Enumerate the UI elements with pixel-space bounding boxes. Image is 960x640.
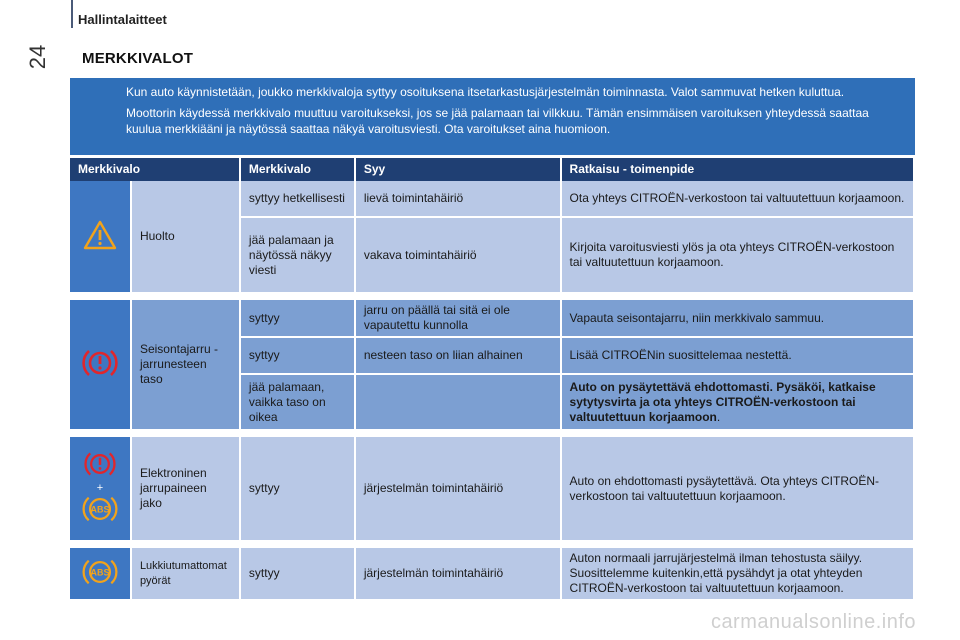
table-row	[70, 181, 914, 217]
abs-cause: järjestelmän toimintahäiriö	[355, 548, 561, 600]
watermark: carmanualsonline.info	[710, 611, 916, 633]
intro-paragraph-1: Kun auto käynnistetään, joukko merkkivaloja syttyy osoituksena itsetarkastusjärjestelmän toiminnasta. Valot sammuvat hetken kuluttua.	[126, 85, 845, 99]
huolto-action-2: Kirjoita varoitusviesti ylös ja ota yhteys CITROËN-verkostoon tai valtuutettuun korjaamoon.	[561, 217, 914, 293]
section-label: Hallintalaitteet	[78, 12, 167, 27]
abs-icon-text: ABS	[90, 503, 110, 514]
abs-action: Auton normaali jarrujärjestelmä ilman tehostusta säilyy. Suosittelemme kuitenkin,että pysähdyt ja otat yhteyden CITROËN-verkostoon tai valtuutettuun korjaamoon.	[561, 548, 914, 600]
page-number: 24	[25, 44, 51, 70]
brake-cause-3	[355, 374, 561, 430]
brake-icon-cell	[70, 300, 131, 430]
brake-action-3-tail: .	[716, 409, 721, 424]
table-row	[70, 300, 914, 337]
plus-sign: +	[96, 481, 104, 494]
huolto-name: Huolto	[131, 181, 240, 293]
side-rule	[71, 0, 73, 28]
intro-box	[70, 78, 915, 155]
brake-warning-icon	[81, 346, 119, 380]
brake-name: Seisontajarru - jarrunesteen taso	[131, 300, 240, 430]
page-title: MERKKIVALOT	[82, 50, 194, 67]
header-ratkaisu: Ratkaisu - toimenpide	[561, 158, 914, 181]
ebd-name: Elektroninen jarrupaineen jako	[131, 437, 240, 541]
table-row	[70, 548, 914, 600]
huolto-cause-1: lievä toimintahäiriö	[355, 181, 561, 217]
brake-action-2: Lisää CITROËNin suosittelemaa nestettä.	[561, 337, 914, 374]
brake-state-1: syttyy	[240, 300, 355, 337]
abs-icon	[82, 556, 118, 588]
brake-cause-2: nesteen taso on liian alhainen	[355, 337, 561, 374]
abs-state: syttyy	[240, 548, 355, 600]
huolto-cause-2: vakava toimintahäiriö	[355, 217, 561, 293]
brake-action-1: Vapauta seisontajarru, niin merkkivalo sammuu.	[561, 300, 914, 337]
ebd-cause: järjestelmän toimintahäiriö	[355, 437, 561, 541]
huolto-state-2: jää palamaan ja näytössä näkyy viesti	[240, 217, 355, 293]
brake-state-2: syttyy	[240, 337, 355, 374]
abs-name: Lukkiutumattomat pyörät	[131, 548, 240, 600]
brake-action-3	[561, 374, 914, 430]
table-header-row	[70, 158, 914, 181]
brake-cause-1: jarru on päällä tai sitä ei ole vapautettu kunnolla	[355, 300, 561, 337]
table-row	[70, 437, 914, 541]
abs-icon-text: ABS	[90, 566, 110, 577]
header-syy: Syy	[355, 158, 561, 181]
warning-triangle-icon	[83, 220, 117, 250]
ebd-action: Auto on ehdottomasti pysäytettävä. Ota yhteys CITROËN-verkostoon tai valtuutettuun korjaamoon.	[561, 437, 914, 541]
brake-action-3-bold: Auto on pysäytettävä ehdottomasti. Pysäköi, katkaise sytytysvirta ja ota yhteys CITROËN-verkostoon tai valtuutettuun korjaamoon	[569, 379, 876, 424]
warning-lights-table	[70, 158, 915, 601]
abs-icon	[82, 493, 118, 525]
huolto-action-1: Ota yhteys CITROËN-verkostoon tai valtuutettuun korjaamoon.	[561, 181, 914, 217]
abs-icon-cell	[70, 548, 131, 600]
intro-paragraph-2: Moottorin käydessä merkkivalo muuttuu varoitukseksi, jos se jää palamaan tai vilkkuu. Tämän ensimmäisen varoituksen yhteydessä saattaa kuulua merkkiääni ja näytössä saattaa näkyä varoitusviesti. Ota varoitukset aina huomioon.	[126, 106, 869, 136]
brake-warning-icon	[83, 449, 117, 479]
huolto-state-1: syttyy hetkellisesti	[240, 181, 355, 217]
header-merkkivalo-2: Merkkivalo	[240, 158, 355, 181]
huolto-icon-cell	[70, 181, 131, 293]
header-merkkivalo-1: Merkkivalo	[70, 158, 240, 181]
ebd-icon-cell	[70, 437, 131, 541]
ebd-state: syttyy	[240, 437, 355, 541]
brake-state-3: jää palamaan, vaikka taso on oikea	[240, 374, 355, 430]
